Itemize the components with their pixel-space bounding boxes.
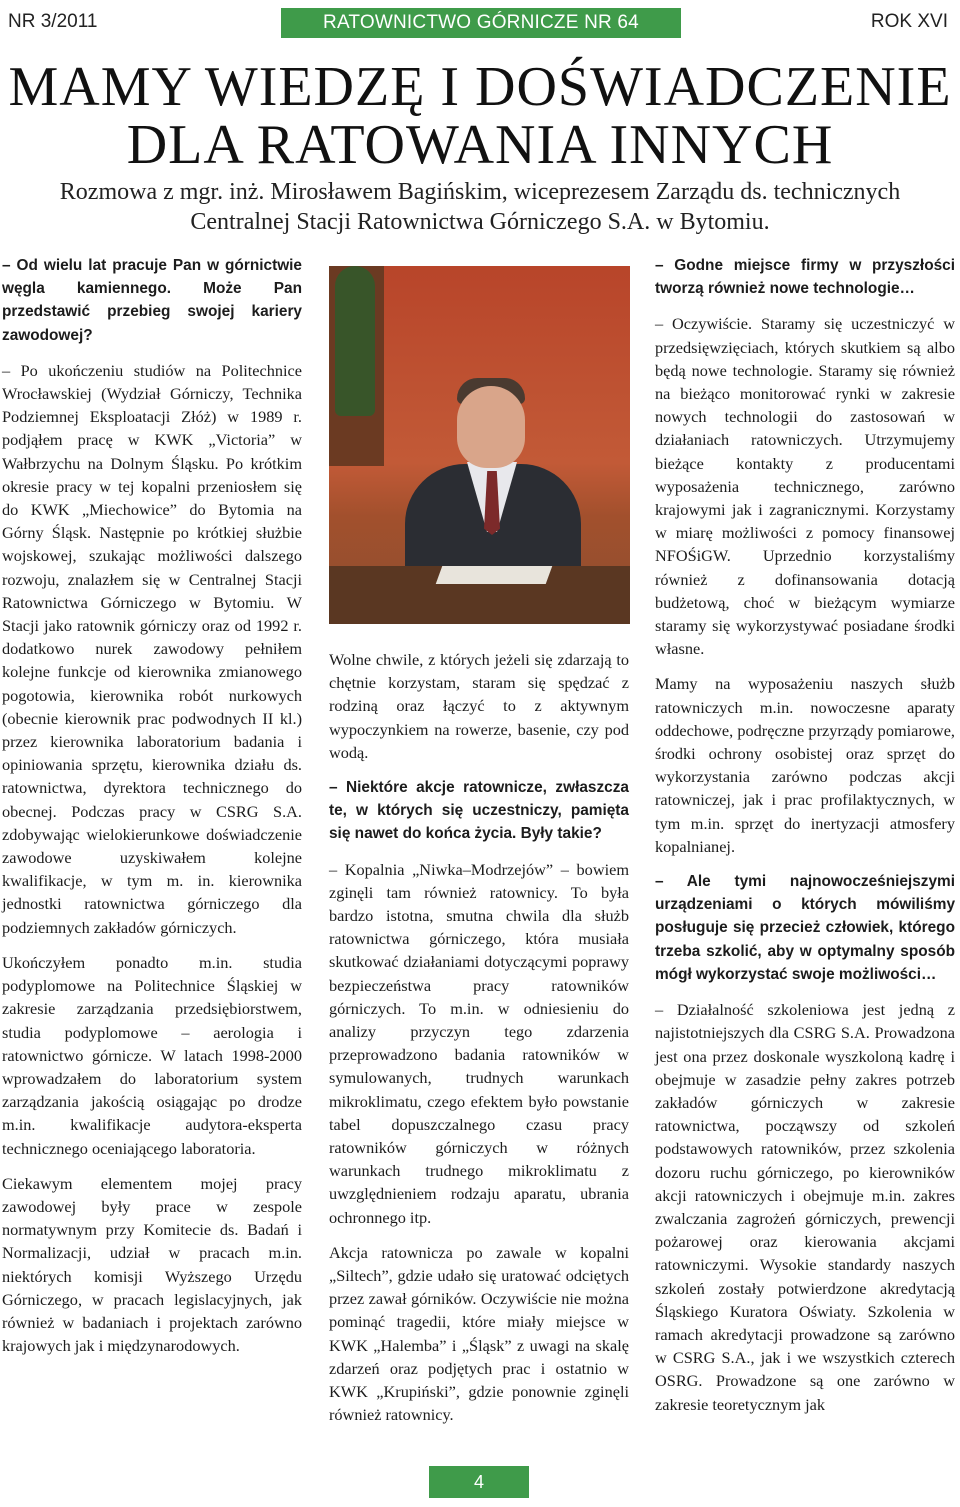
page-number: 4 bbox=[429, 1466, 529, 1498]
interview-answer: Ukończyłem ponadto m.in. studia podyplomowe na Politechnice Śląskiej w zakresie zarządzania przedsiębiorstwem, studia podyplomowe – aerologia i ratownictwo górnicze. W latach 1998-2000 wprowadzałem do laboratorium system zarządzania jakością osiągając po drodze m.in. kwalifikacje audytora-eksperta technicznego oceniającego laboratoria. bbox=[2, 952, 302, 1158]
interview-question: – Ale tymi najnowocześniejszymi urządzeniami o których mówiliśmy posługuje się przecież człowiek, którego trzeba szkolić, aby w optymalny sposób mógł wykorzystać swoje możliwości… bbox=[655, 873, 955, 983]
interview-answer: – Kopalnia „Niwka–Modrzejów” – bowiem zginęli tam również ratownicy. To była bardzo istotna, smutna chwila dla służb ratownictwa górniczego, która musiała skutkować działaniami dotyczącymi poprawy bezpieczeństwa pracy ratowników górniczych. To m.in. w odniesieniu do analizy przyczyn tego zdarzenia przeprowadzono badania ratowników w symulowanych, trudnych warunkach mikroklimatu, czego efektem było powstanie tabel dopuszczalnego czasu pracy ratowników górniczych w różnych warunkach trudnego mikroklimatu z uwzględnieniem rodzaju aparatu, ubrania ochronnego itp. bbox=[329, 859, 629, 1227]
article-title-line-2: DLA RATOWANIA INNYCH bbox=[126, 114, 834, 176]
photo-plant bbox=[335, 266, 375, 416]
interview-answer: – Po ukończeniu studiów na Politechnice Wrocławskiej (Wydział Górniczy, Technika Podziemnej Eksploatacji Złóż) w 1989 r. podjąłem pracę w KWK „Victoria” w Wałbrzychu na Dolnym Śląsku. Po krótkim okresie pracy w tej kopalni przeniosłem się do KWK „Miechowice” do Bytomia na Górny Śląsk. Następnie po krótkiej służbie wojskowej, szukając możliwości dalszego rozwoju, znalazłem się w Centralnej Stacji Ratownictwa Górniczego w Bytomiu. W Stacji jako ratownik górniczy oraz od 1992 r. dodatkowo nurek zawodowy pełniłem kolejne funkcje od kierownika zmianowego pogotowia, kierownika robót nurkowych (obecnie kierownik prac podwodnych II kl.) przez kierownika laboratorium badania i opiniowania sprzętu, kierownika działu ds. ratownictwa, dyrektora technicznego do obecnej. Podczas pracy w CSRG S.A. zdobywając wielokierunkowe doświadczenie zawodowe uzyskiwałem kolejne kwalifikacje, w tym m. in. kierownika jednostki ratownictwa górniczego dla podziemnych zakładów górniczych. bbox=[2, 360, 302, 937]
text-column-right bbox=[655, 254, 955, 1428]
article-subtitle-line-2: Centralnej Stacji Ratownictwa Górniczego S.A. w Bytomiu. bbox=[190, 209, 770, 235]
issue-number: NR 3/2011 bbox=[8, 11, 98, 32]
magazine-title-bar: RATOWNICTWO GÓRNICZE NR 64 bbox=[281, 8, 681, 38]
year-label: ROK XVI bbox=[870, 11, 948, 32]
text-column-middle bbox=[329, 648, 629, 1439]
interview-question: – Godne miejsce firmy w przyszłości tworzą również nowe technologie… bbox=[655, 257, 955, 298]
interview-answer: Mamy na wyposażeniu naszych służb ratowniczych m.in. nowoczesne aparaty oddechowe, podręczne przyrządy pomiarowe, środki ochrony osobistej oraz sprzęt do wykorzystania zarówno podczas akcji ratowniczej, jak i prac profilaktycznych, w tym m.in. sprzęt do inertyzacji atmosfery kopalnianej. bbox=[655, 674, 955, 856]
interview-answer: Ciekawym elementem mojej pracy zawodowej były prace w zespole normatywnym przy Komitecie ds. Badań i Normalizacji, udział w pracach m.in. niektórych komisji Wyższego Urzędu Górniczego, w pracach legislacyjnych, jak również w badaniach i projektach zarówno krajowych jak i międzynarodowych. bbox=[2, 1173, 302, 1356]
photo-face bbox=[457, 386, 525, 468]
interview-question: – Niektóre akcje ratownicze, zwłaszcza te, w których się uczestniczy, pamięta się nawet do końca życia. Były takie? bbox=[329, 779, 629, 843]
interview-answer: – Działalność szkoleniowa jest jedną z najistotniejszych dla CSRG S.A. Prowadzona jest ona przez doskonale wyszkoloną kadrę i obejmuje w zasadzie pełny zakres potrzeb zakładów górniczych w zakresie ratownictwa, począwszy od szkoleń podstawowych ratowników, przez szkolenia dozoru ruchu górniczego, po kierowników akcji ratowniczych i obejmuje m.in. zakres zwalczania zagrożeń górniczych, prewencji pożarowej oraz kierowania akcjami ratowniczymi. Wysokie standardy naszych szkoleń zostały potwierdzone akredytacją Śląskiego Kuratora Oświaty. Szkolenia w ramach akredytacji prowadzone są zarówno w CSRG S.A., jak i we wszystkich czterech OSRG. Prowadzone są one zarówno w zakresie teoretycznym jak bbox=[655, 1000, 955, 1414]
text-column-left bbox=[2, 254, 302, 1369]
page-header bbox=[0, 8, 960, 38]
interview-answer: Wolne chwile, z których jeżeli się zdarzają to chętnie korzystam, staram się spędzać z rodziną oraz łączyć to z aktywnym wypoczynkiem na rowerze, basenie, czy pod wodą. bbox=[329, 650, 629, 762]
interview-question: – Od wielu lat pracuje Pan w górnictwie węgla kamiennego. Może Pan przedstawić przebieg swojej kariery zawodowej? bbox=[2, 257, 302, 344]
photo-paper bbox=[436, 566, 553, 584]
article-title-line-1: MAMY WIEDZĘ I DOŚWIADCZENIE bbox=[8, 56, 952, 118]
interview-answer: Akcja ratownicza po zawale w kopalni „Siltech”, gdzie udało się uratować odciętych przez zawał górników. Oczywiście nie można pominąć tragedii, które miały miejsce w KWK „Halemba” i „Śląsk” z uwagi na skalę zdarzeń oraz podjętych prac i ostatnio w KWK „Krupiński”, gdzie ponownie zginęli również ratownicy. bbox=[329, 1242, 629, 1425]
interviewee-photo bbox=[329, 266, 630, 624]
article-subtitle-line-1: Rozmowa z mgr. inż. Mirosławem Bagińskim, wiceprezesem Zarządu ds. technicznych bbox=[59, 179, 901, 205]
interview-answer: – Oczywiście. Staramy się uczestniczyć w przedsięwzięciach, których skutkiem są albo będą nowe technologie. Staramy się również na bieżąco monitorować rynki w zakresie nowych technologii do zastosowań w działaniach ratowniczych. Utrzymujemy bieżące kontakty z producentami wyposażenia technicznego, zarówno krajowymi jak i zagranicznymi. Korzystamy w miarę możliwości z pomocy finansowej NFOŚiGW. Uprzednio korzystaliśmy również z dofinansowania dotacją budżetową, choć w bieżącym wymiarze staramy się wykorzystywać posiadane środki własne. bbox=[655, 314, 955, 659]
